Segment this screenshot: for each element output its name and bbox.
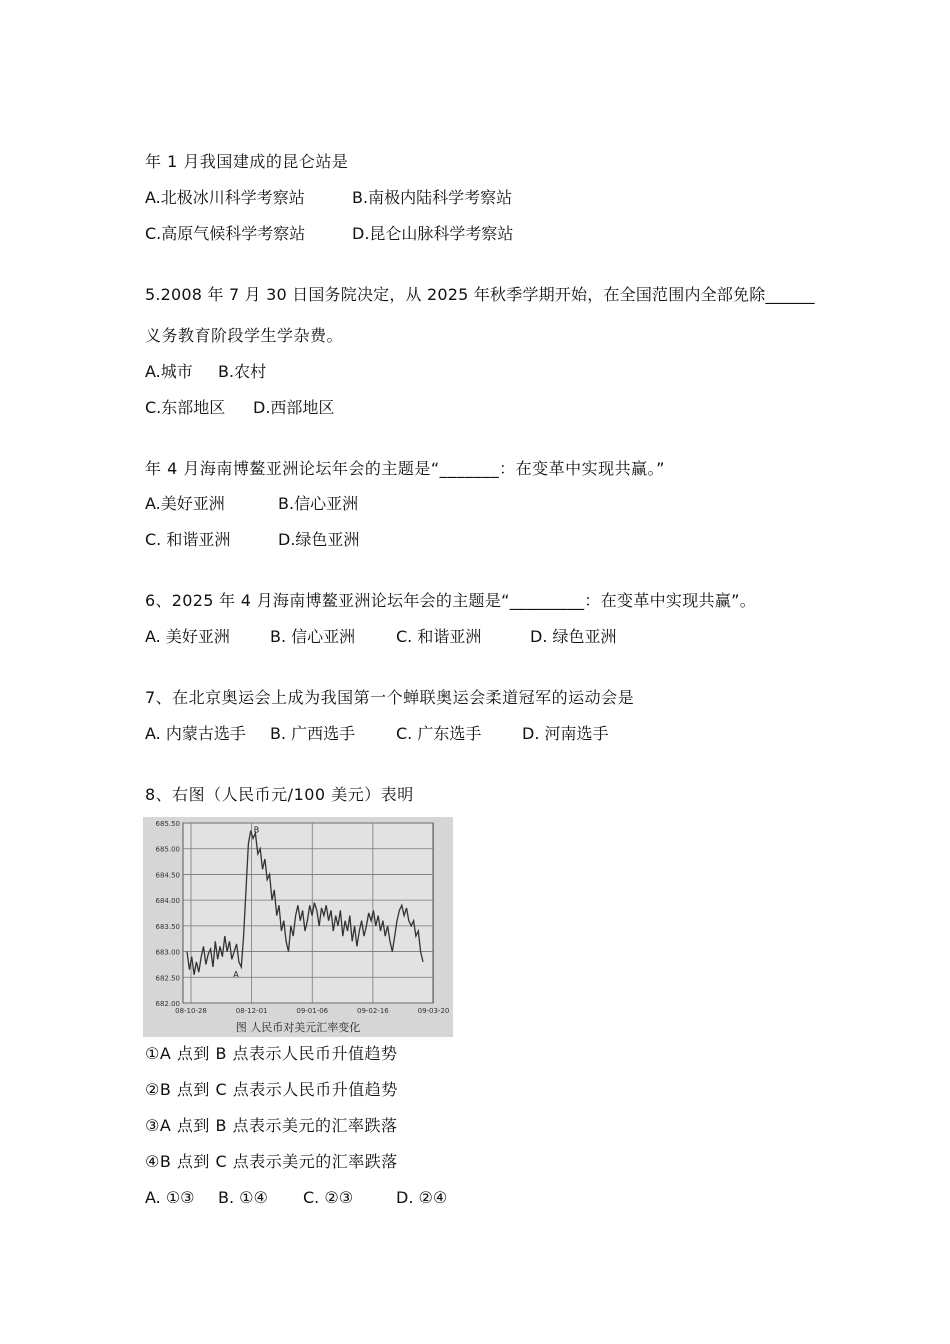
q5-option-a: A.城市 [145, 362, 193, 381]
q6-option-d: D. 绿色亚洲 [530, 627, 617, 646]
q5b-option-b: B.信心亚洲 [278, 494, 359, 513]
q6-stem: 6、2025 年 4 月海南博鳌亚洲论坛年会的主题是“_________：在变革中实现共赢”。 [145, 591, 757, 610]
y-tick-label: 685.00 [155, 845, 180, 854]
point-label-b: B [253, 825, 260, 835]
q4-option-a: A.北极冰川科学考察站 [145, 188, 305, 207]
q6-option-c: C. 和谐亚洲 [396, 627, 482, 646]
y-tick-label: 684.50 [155, 871, 180, 880]
q5-option-b: B.农村 [218, 362, 267, 381]
q6-option-b: B. 信心亚洲 [270, 627, 356, 646]
q6-option-a: A. 美好亚洲 [145, 627, 230, 646]
x-tick-label: 08-12-01 [235, 1007, 268, 1015]
q8-statement-2: ②B 点到 C 点表示人民币升值趋势 [145, 1080, 398, 1099]
q5b-option-a: A.美好亚洲 [145, 494, 225, 513]
q7-option-b: B. 广西选手 [270, 724, 356, 743]
q8-option-d: D. ②④ [396, 1188, 448, 1207]
y-tick-label: 682.50 [155, 974, 180, 983]
x-tick-label: 09-01-06 [296, 1007, 329, 1015]
q8-statement-4: ④B 点到 C 点表示美元的汇率跌落 [145, 1152, 398, 1171]
q5-stem-line2: 义务教育阶段学生学杂费。 [145, 326, 344, 345]
y-tick-label: 683.00 [155, 948, 180, 957]
q8-statement-1: ①A 点到 B 点表示人民币升值趋势 [145, 1044, 398, 1063]
q8-option-b: B. ①④ [218, 1188, 268, 1207]
exchange-rate-chart [143, 817, 453, 1037]
q8-stem: 8、右图（人民币元/100 美元）表明 [145, 785, 414, 804]
q5b-option-d: D.绿色亚洲 [278, 530, 360, 549]
q5b-stem: 年 4 月海南博鳌亚洲论坛年会的主题是“_______：在变革中实现共赢。” [145, 459, 665, 478]
q4-option-d: D.昆仑山脉科学考察站 [352, 224, 514, 243]
y-tick-label: 684.00 [155, 897, 180, 906]
y-tick-label: 683.50 [155, 922, 180, 931]
x-tick-label: 09-03-20 [417, 1007, 450, 1015]
x-tick-label: 09-02-16 [356, 1007, 389, 1015]
y-tick-label: 682.00 [155, 1000, 180, 1008]
q7-option-d: D. 河南选手 [522, 724, 609, 743]
x-tick-label: 08-10-28 [175, 1007, 207, 1015]
q4-option-b: B.南极内陆科学考察站 [352, 188, 513, 207]
q7-option-c: C. 广东选手 [396, 724, 482, 743]
q4-stem: 年 1 月我国建成的昆仑站是 [145, 152, 349, 171]
y-tick-label: 685.50 [155, 820, 180, 828]
q5-stem-line1: 5.2008 年 7 月 30 日国务院决定，从 2025 年秋季学期开始，在全国范围内全部免除______ [145, 285, 815, 304]
q5b-option-c: C. 和谐亚洲 [145, 530, 231, 549]
chart-title: 图 人民币对美元汇率变化 [235, 1021, 361, 1034]
q7-option-a: A. 内蒙古选手 [145, 724, 246, 743]
point-label-a: A [233, 970, 239, 979]
q8-option-c: C. ②③ [303, 1188, 354, 1207]
q8-option-a: A. ①③ [145, 1188, 195, 1207]
q4-option-c: C.高原气候科学考察站 [145, 224, 306, 243]
exchange-rate-chart-svg [143, 817, 453, 1037]
q7-stem: 7、在北京奥运会上成为我国第一个蝉联奥运会柔道冠军的运动会是 [145, 688, 635, 707]
q8-statement-3: ③A 点到 B 点表示美元的汇率跌落 [145, 1116, 398, 1135]
q5-option-c: C.东部地区 [145, 398, 226, 417]
q5-option-d: D.西部地区 [253, 398, 335, 417]
